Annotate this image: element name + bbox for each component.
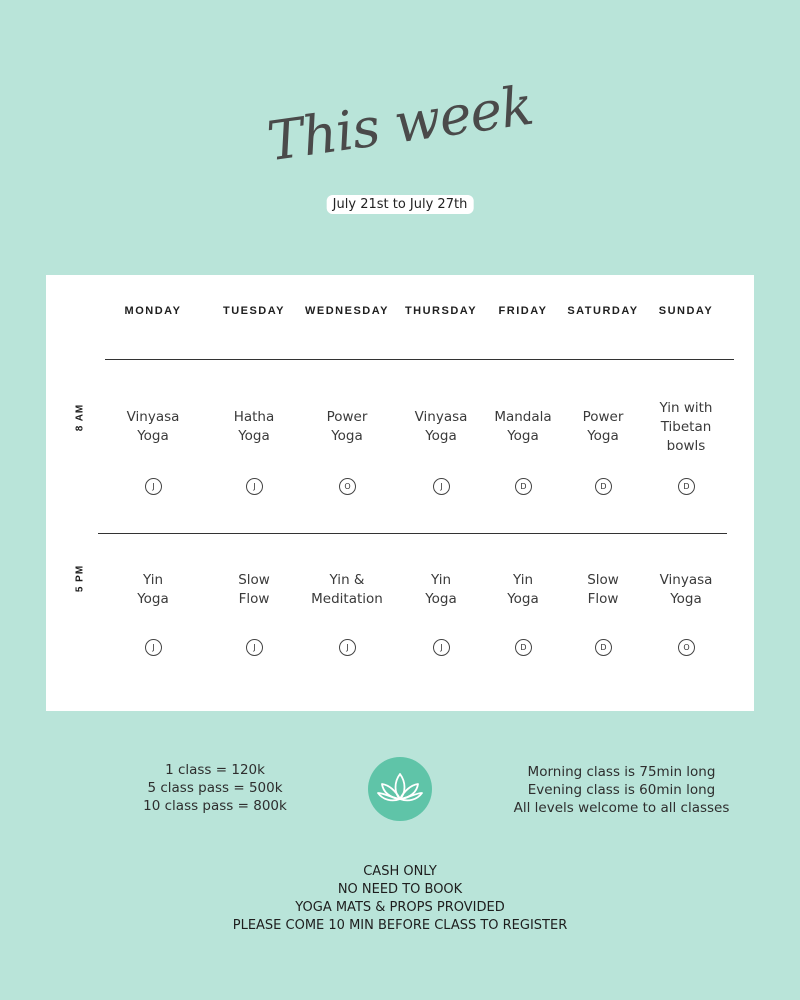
class-name-line: Vinyasa bbox=[126, 409, 180, 425]
day-header-friday: FRIDAY bbox=[498, 305, 548, 317]
class-name-line: Yoga bbox=[587, 428, 619, 444]
teacher-badge: J bbox=[246, 478, 263, 495]
teacher-badge: J bbox=[145, 478, 162, 495]
session-divider bbox=[98, 533, 727, 534]
rule-item: CASH ONLY bbox=[363, 864, 437, 879]
class-name-line: Yin bbox=[512, 572, 534, 588]
page-title: This week bbox=[263, 73, 537, 174]
time-label: 5 PM bbox=[74, 564, 86, 593]
info-item: Evening class is 60min long bbox=[527, 782, 716, 798]
class-name-line: Vinyasa bbox=[414, 409, 468, 425]
rule-item: YOGA MATS & PROPS PROVIDED bbox=[295, 900, 505, 915]
class-cell bbox=[105, 571, 201, 609]
info-item: Morning class is 75min long bbox=[527, 764, 716, 780]
class-name-line: Hatha bbox=[233, 409, 275, 425]
class-name-line: Meditation bbox=[311, 591, 383, 607]
day-header-sunday: SUNDAY bbox=[658, 305, 714, 317]
class-name-line: Yoga bbox=[331, 428, 363, 444]
class-cell bbox=[206, 408, 302, 446]
class-name-line: bowls bbox=[666, 438, 706, 454]
rule-item: NO NEED TO BOOK bbox=[337, 882, 463, 897]
class-cell bbox=[638, 399, 734, 456]
class-name-line: Slow bbox=[587, 572, 619, 588]
teacher-badge: D bbox=[595, 639, 612, 656]
teacher-badge: D bbox=[678, 478, 695, 495]
class-name-line: Vinyasa bbox=[659, 572, 713, 588]
teacher-badge: D bbox=[515, 639, 532, 656]
class-name-line: Yoga bbox=[670, 591, 702, 607]
class-name-line: Yin bbox=[142, 572, 164, 588]
day-header-thursday: THURSDAY bbox=[404, 305, 478, 317]
class-name-line: Yoga bbox=[507, 428, 539, 444]
price-item: 10 class pass = 800k bbox=[143, 798, 287, 814]
date-range: July 21st to July 27th bbox=[327, 195, 474, 214]
teacher-badge: O bbox=[678, 639, 695, 656]
day-header-wednesday: WEDNESDAY bbox=[305, 305, 389, 317]
header-divider bbox=[105, 359, 734, 360]
class-cell bbox=[299, 571, 395, 609]
class-cell bbox=[555, 408, 651, 446]
class-name-line: Tibetan bbox=[660, 419, 712, 435]
class-name-line: Yoga bbox=[137, 428, 169, 444]
class-name-line: Power bbox=[582, 409, 624, 425]
class-name-line: Yoga bbox=[137, 591, 169, 607]
rule-item: PLEASE COME 10 MIN BEFORE CLASS TO REGISTER bbox=[232, 918, 568, 933]
teacher-badge: D bbox=[515, 478, 532, 495]
teacher-badge: J bbox=[145, 639, 162, 656]
class-cell bbox=[299, 408, 395, 446]
class-cell bbox=[638, 571, 734, 609]
teacher-badge: D bbox=[595, 478, 612, 495]
day-header-monday: MONDAY bbox=[124, 305, 182, 317]
class-name-line: Yin bbox=[430, 572, 452, 588]
class-name-line: Yin with bbox=[659, 400, 713, 416]
teacher-badge: J bbox=[339, 639, 356, 656]
price-item: 5 class pass = 500k bbox=[147, 780, 283, 796]
class-name-line: Yin & bbox=[329, 572, 365, 588]
class-info bbox=[500, 763, 743, 817]
class-name-line: Mandala bbox=[494, 409, 552, 425]
class-name-line: Power bbox=[326, 409, 368, 425]
teacher-badge: J bbox=[246, 639, 263, 656]
teacher-badge: J bbox=[433, 478, 450, 495]
class-name-line: Slow bbox=[238, 572, 270, 588]
teacher-badge: J bbox=[433, 639, 450, 656]
teacher-badge: O bbox=[339, 478, 356, 495]
info-item: All levels welcome to all classes bbox=[513, 800, 730, 816]
price-list bbox=[115, 761, 315, 815]
class-name-line: Yoga bbox=[507, 591, 539, 607]
class-name-line: Flow bbox=[238, 591, 270, 607]
lotus-icon bbox=[368, 757, 432, 821]
day-header-tuesday: TUESDAY bbox=[222, 305, 286, 317]
price-item: 1 class = 120k bbox=[165, 762, 265, 778]
class-name-line: Yoga bbox=[238, 428, 270, 444]
class-name-line: Yoga bbox=[425, 591, 457, 607]
class-cell bbox=[206, 571, 302, 609]
rules-list bbox=[0, 863, 800, 935]
day-header-saturday: SATURDAY bbox=[567, 305, 639, 317]
class-cell bbox=[105, 408, 201, 446]
class-cell bbox=[555, 571, 651, 609]
schedule-table bbox=[46, 275, 754, 711]
class-name-line: Flow bbox=[587, 591, 619, 607]
time-label: 8 AM bbox=[74, 403, 86, 432]
class-name-line: Yoga bbox=[425, 428, 457, 444]
